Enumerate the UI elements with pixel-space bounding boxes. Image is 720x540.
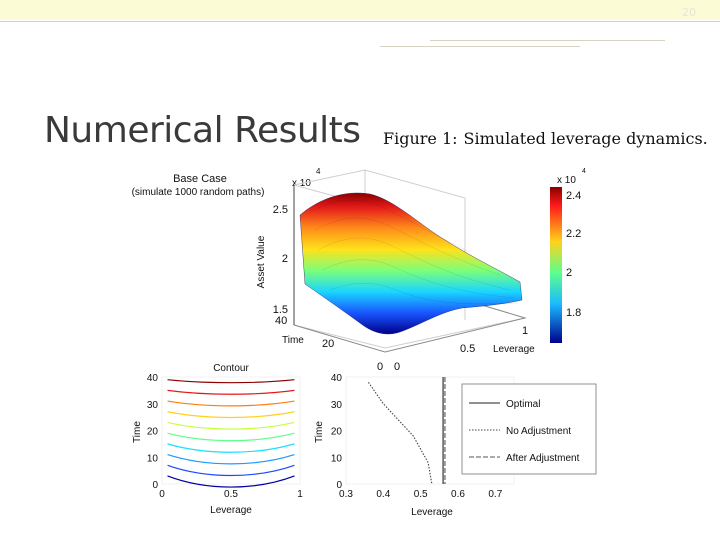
z-tick-label: 1.5	[272, 304, 288, 316]
surface-subtitle: (simulate 1000 random paths)	[131, 187, 265, 198]
leverage-tick-label: 1	[522, 325, 529, 337]
surface-exponent: x 10	[292, 178, 311, 189]
line-x-tick-label: 0.5	[413, 489, 428, 500]
colorbar-exponent: x 10	[557, 175, 576, 186]
z-tick-label: 2.5	[272, 204, 288, 216]
surface-leverage-label: Leverage	[493, 344, 535, 355]
time-tick-label: 0	[377, 361, 384, 373]
page-title: Numerical Results	[44, 110, 361, 151]
line-x-tick-label: 0.7	[488, 489, 503, 500]
contour-y-tick-label: 10	[146, 453, 158, 465]
colorbar-tick-label: 1.8	[566, 307, 582, 319]
time-tick-label: 20	[322, 338, 335, 350]
contour-title: Contour	[213, 363, 249, 374]
contour-y-tick-label: 30	[146, 399, 158, 411]
line-y-tick-label: 0	[336, 480, 342, 491]
z-tick-label: 2	[281, 253, 288, 265]
contour-y-tick-label: 40	[146, 373, 158, 384]
line-y-tick-label: 10	[330, 453, 342, 465]
line-ylabel: Time	[314, 421, 325, 443]
contour-xlabel: Leverage	[210, 505, 252, 516]
figure-caption-label: Figure 1:	[383, 129, 458, 148]
colorbar-tick-label: 2.2	[566, 228, 582, 240]
surface-zlabel: Asset Value	[256, 235, 267, 289]
surface-panel	[132, 167, 536, 373]
surface-time-label: Time	[282, 335, 304, 346]
surface-title: Base Case	[173, 173, 227, 185]
slide-number: 20	[682, 6, 696, 19]
time-tick-label: 40	[275, 315, 288, 327]
legend-label-optimal: Optimal	[506, 399, 541, 410]
line-xlabel: Leverage	[411, 507, 453, 518]
figure-caption-text: Simulated leverage dynamics.	[463, 129, 708, 148]
legend-label-no-adjustment: No Adjustment	[506, 426, 572, 437]
contour-panel	[132, 363, 303, 516]
line-panel	[314, 373, 596, 518]
line-x-tick-label: 0.4	[376, 489, 391, 500]
contour-axes-box	[162, 377, 300, 484]
leverage-tick-label: 0	[394, 361, 401, 373]
line-y-tick-label: 40	[330, 373, 342, 384]
colorbar-tick-label: 2	[566, 267, 573, 279]
surface-exponent-power: 4	[316, 167, 321, 176]
leverage-tick-label: 0.5	[460, 343, 476, 355]
line-y-tick-label: 30	[330, 399, 342, 411]
legend-label-after-adjustment: After Adjustment	[506, 453, 580, 464]
line-x-tick-label: 0.6	[451, 489, 465, 500]
colorbar-tick-label: 2.4	[566, 190, 582, 202]
line-y-tick-label: 20	[330, 426, 342, 438]
colorbar-exponent-power: 4	[582, 168, 586, 175]
contour-x-tick-label: 1	[297, 489, 303, 500]
contour-x-tick-label: 0	[159, 489, 165, 500]
contour-y-tick-label: 20	[146, 426, 158, 438]
colorbar	[550, 168, 586, 343]
surface-mesh	[300, 193, 522, 334]
contour-ylabel: Time	[132, 421, 143, 443]
contour-y-tick-label: 0	[152, 480, 158, 491]
line-x-tick-label: 0.3	[339, 489, 353, 500]
contour-x-tick-label: 0.5	[224, 489, 238, 500]
colorbar-gradient	[550, 187, 562, 343]
